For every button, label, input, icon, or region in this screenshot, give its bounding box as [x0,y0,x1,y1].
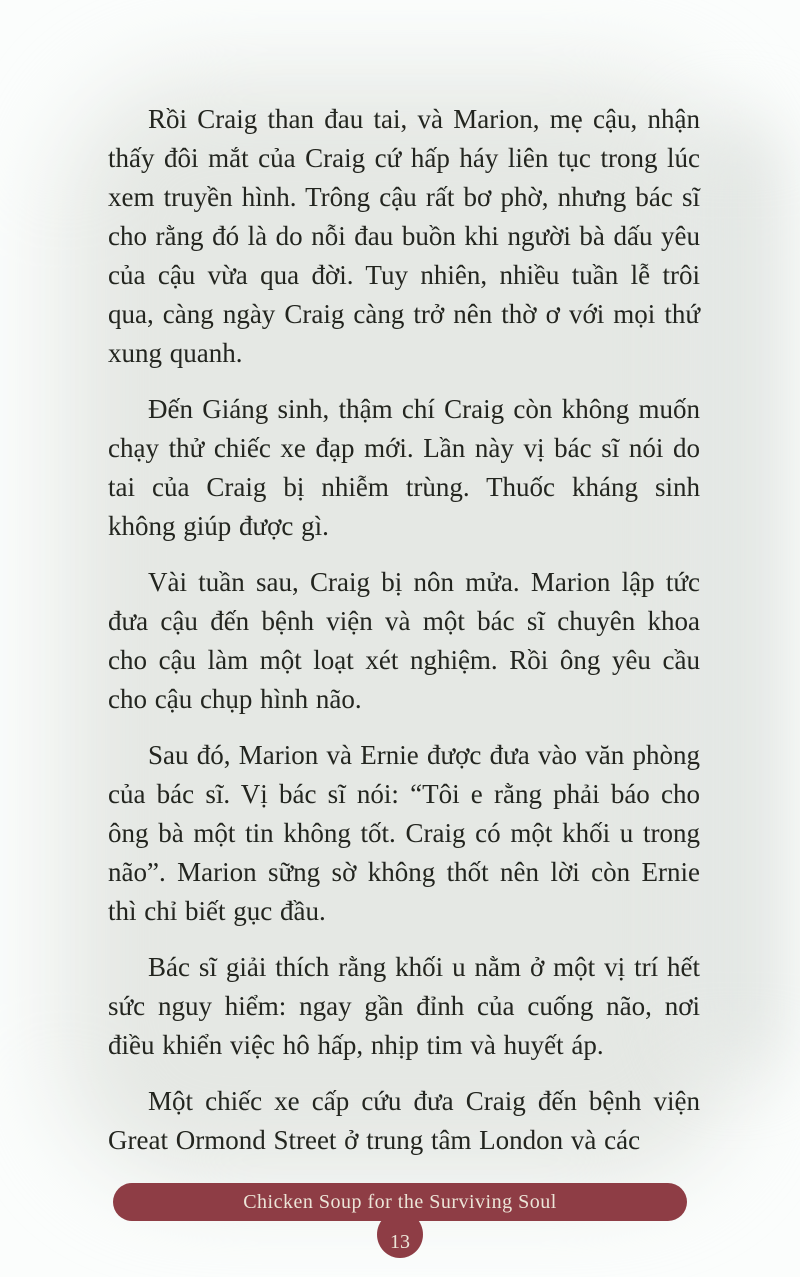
paragraph-2: Đến Giáng sinh, thậm chí Craig còn không muốn chạy thử chiếc xe đạp mới. Lần này vị bác sĩ nói do tai của Craig bị nhiễm trùng. Thuốc kháng sinh không giúp được gì. [108,394,700,541]
scan-shading-edge [690,120,780,1070]
page-text-block [108,100,700,1177]
running-title-bar [113,1183,687,1221]
book-title: Chicken Soup for the Surviving Soul [243,1190,557,1213]
page-number: 13 [390,1231,410,1253]
paragraph-4: Sau đó, Marion và Ernie được đưa vào văn phòng của bác sĩ. Vị bác sĩ nói: “Tôi e rằng phải báo cho ông bà một tin không tốt. Craig có một khối u trong não”. Marion sững sờ không thốt nên lời còn Ernie thì chỉ biết gục đầu. [108,740,700,926]
paragraph-3: Vài tuần sau, Craig bị nôn mửa. Marion lập tức đưa cậu đến bệnh viện và một bác sĩ chuyên khoa cho cậu làm một loạt xét nghiệm. Rồi ông yêu cầu cho cậu chụp hình não. [108,567,700,714]
paragraph-6: Một chiếc xe cấp cứu đưa Craig đến bệnh viện Great Ormond Street ở trung tâm London và các [108,1086,700,1155]
paragraph-5: Bác sĩ giải thích rằng khối u nằm ở một vị trí hết sức nguy hiểm: ngay gần đỉnh của cuống não, nơi điều khiển việc hô hấp, nhịp tim và huyết áp. [108,952,700,1060]
paragraph-1: Rồi Craig than đau tai, và Marion, mẹ cậu, nhận thấy đôi mắt của Craig cứ hấp háy liên tục trong lúc xem truyền hình. Trông cậu rất bơ phờ, nhưng bác sĩ cho rằng đó là do nỗi đau buồn khi người bà dấu yêu của cậu vừa qua đời. Tuy nhiên, nhiều tuần lễ trôi qua, càng ngày Craig càng trở nên thờ ơ với mọi thứ xung quanh. [108,104,700,368]
